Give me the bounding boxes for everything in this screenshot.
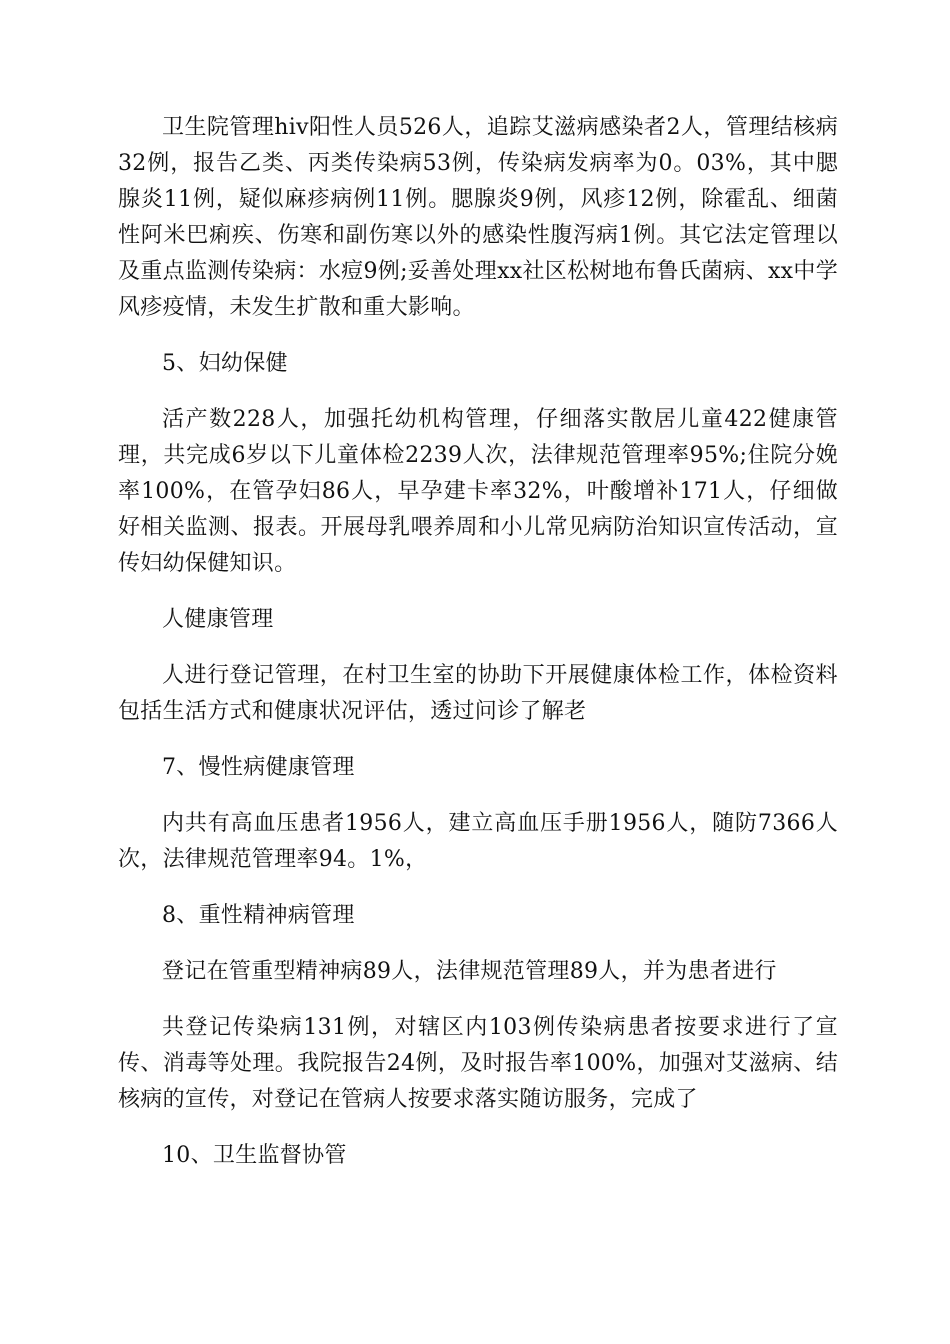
document-body xyxy=(118,110,838,1194)
paragraph-infectious-disease-reporting: 共登记传染病131例，对辖区内103例传染病患者按要求进行了宣传、消毒等处理。我院报告24例，及时报告率100%，加强对艾滋病、结核病的宣传，对登记在管病人按要求落实随访服务，完成了 xyxy=(118,1015,838,1112)
paragraph-chronic-disease-management: 内共有高血压患者1956人，建立高血压手册1956人，随防7366人次，法律规范管理率94。1%， xyxy=(118,811,838,872)
heading-severe-mental-illness: 8、重性精神病管理 xyxy=(162,903,355,928)
paragraph-elderly-health-management: 人进行登记管理，在村卫生室的协助下开展健康体检工作，体检资料包括生活方式和健康状况评估，透过问诊了解老 xyxy=(118,663,838,724)
heading-chronic-disease-management: 7、慢性病健康管理 xyxy=(162,755,355,780)
paragraph-infectious-disease-stats: 卫生院管理hiv阳性人员526人，追踪艾滋病感染者2人，管理结核病32例，报告乙类、丙类传染病53例，传染病发病率为0。03%，其中腮腺炎11例，疑似麻疹病例11例。腮腺炎9例，风疹12例，除霍乱、细菌性阿米巴痢疾、伤寒和副伤寒以外的感染性腹泻病1例。其它法定管理以及重点监测传染病：水痘9例;妥善处理xx社区松树地布鲁氏菌病、xx中学风疹疫情，未发生扩散和重大影响。 xyxy=(118,115,838,320)
paragraph-severe-mental-illness: 登记在管重型精神病89人，法律规范管理89人，并为患者进行 xyxy=(162,959,777,984)
heading-maternal-child-health: 5、妇幼保健 xyxy=(162,351,288,376)
heading-health-supervision: 10、卫生监督协管 xyxy=(162,1143,347,1168)
paragraph-maternal-child-health: 活产数228人，加强托幼机构管理，仔细落实散居儿童422健康管理，共完成6岁以下儿童体检2239人次，法律规范管理率95%;住院分娩率100%，在管孕妇86人，早孕建卡率32%，叶酸增补171人，仔细做好相关监测、报表。开展母乳喂养周和小儿常见病防治知识宣传活动，宣传妇幼保健知识。 xyxy=(118,407,838,576)
heading-elderly-health-management: 人健康管理 xyxy=(162,607,274,632)
